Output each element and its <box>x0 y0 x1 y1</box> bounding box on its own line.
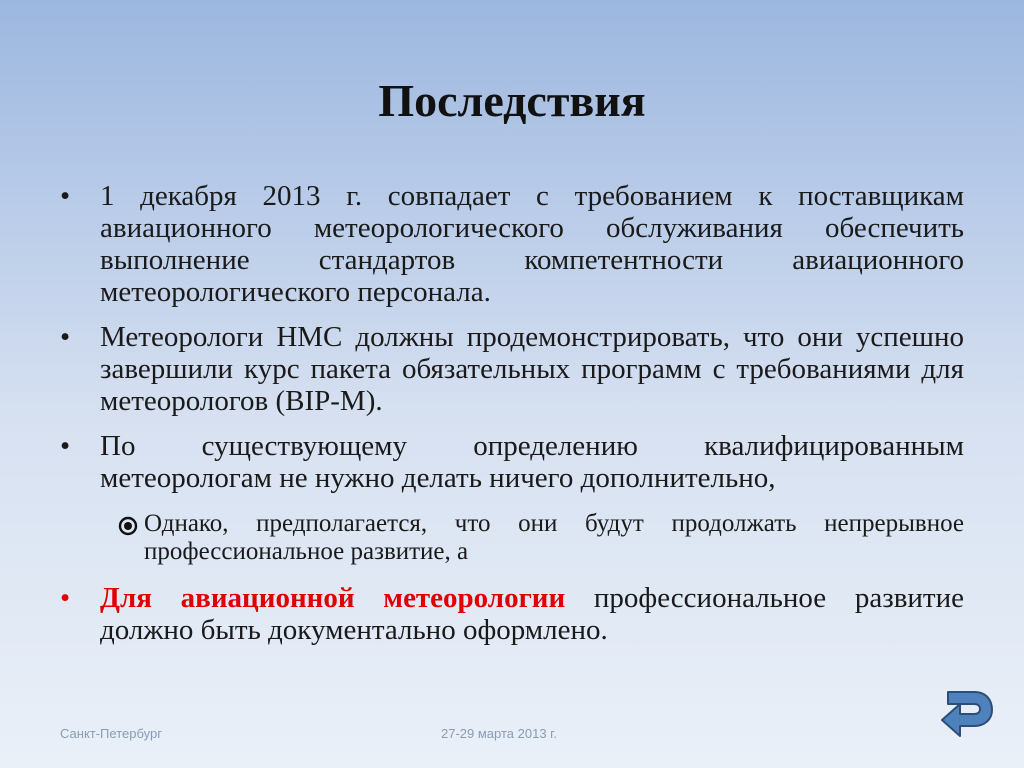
bullet-mark: • <box>60 582 71 614</box>
bullet-item-highlighted <box>60 582 964 646</box>
bullet-text: профессиональное развитие должно быть документально оформлено. <box>100 582 964 646</box>
slide-title: Последствия <box>378 75 646 126</box>
return-arrow-icon[interactable] <box>938 684 996 742</box>
footer-location: Санкт-Петербург <box>60 726 162 741</box>
bullet-text: По существующему определению квалифицированным метеорологам не нужно делать ничего дополнительно, <box>100 430 964 494</box>
bullet-text: 1 декабря 2013 г. совпадает с требованием к поставщикам авиационного метеорологического обслуживания обеспечить выполнение стандартов компетентности авиационного метеорологического персонала. <box>100 180 964 308</box>
bullet-mark: • <box>60 321 71 353</box>
bullet-mark: • <box>60 180 71 212</box>
bullet-text: Метеорологи НМС должны продемонстрировать, что они успешно завершили курс пакета обязательных программ с требованиями для метеорологов (BIP-M). <box>100 321 964 417</box>
bullet-mark: • <box>60 430 71 462</box>
highlight-text: Для авиационной метеорологии <box>100 582 566 614</box>
circle-dot-icon <box>118 516 138 536</box>
slide-content <box>60 180 964 659</box>
footer-date: 27-29 марта 2013 г. <box>441 726 557 741</box>
bullet-item <box>60 430 964 494</box>
bullet-item <box>60 321 964 417</box>
sub-bullet-text: Однако, предполагается, что они будут продолжать непрерывное профессиональное развитие, а <box>144 510 964 565</box>
sub-bullet-item <box>60 510 964 566</box>
bullet-item <box>60 180 964 308</box>
